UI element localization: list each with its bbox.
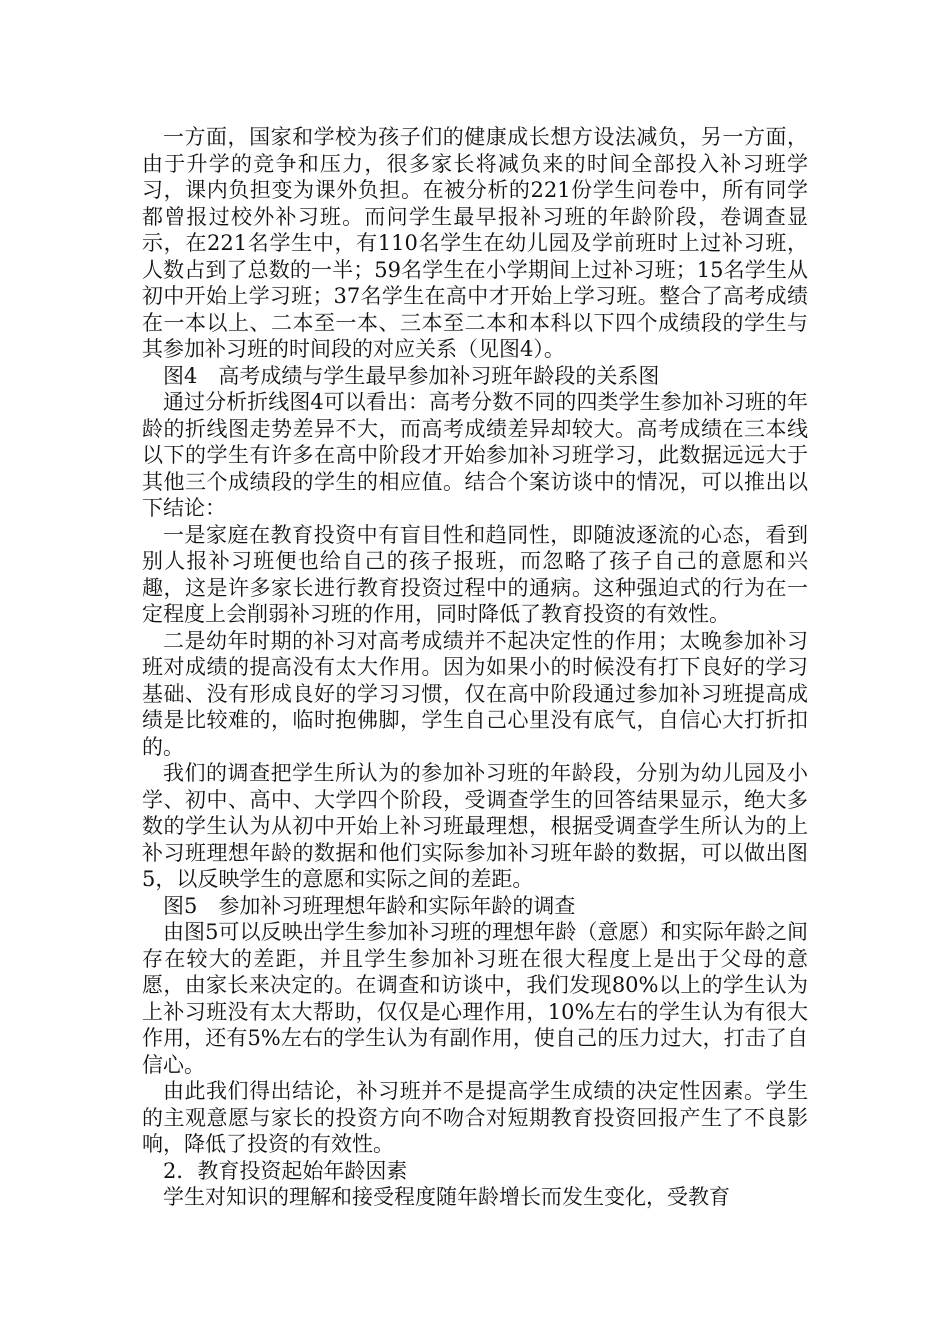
figure-4-caption: 图4 高考成绩与学生最早参加补习班年龄段的关系图 xyxy=(163,363,660,388)
section-heading: 2．教育投资起始年龄因素 xyxy=(163,1158,408,1183)
paragraph-2: 通过分析折线图4可以看出：高考分数不同的四类学生参加补习班的年龄的折线图走势差异不大，而高考成绩差异却较大。高考成绩在三本线以下的学生有许多在高中阶段才开始参加补习班学习，此数据远远大于其他三个成绩段的学生的相应值。结合个案访谈中的情况，可以推出以下结论： xyxy=(142,390,808,520)
paragraph-3: 一是家庭在教育投资中有盲目性和趋同性，即随波逐流的心态，看到别人报补习班便也给自己的孩子报班，而忽略了孩子自己的意愿和兴趣，这是许多家长进行教育投资过程中的通病。这种强迫式的行为在一定程度上会削弱补习班的作用，同时降低了教育投资的有效性。 xyxy=(142,522,808,626)
paragraph-8: 学生对知识的理解和接受程度随年龄增长而发生变化，受教育 xyxy=(163,1185,730,1209)
paragraph-1: 一方面，国家和学校为孩子们的健康成长想方设法减负，另一方面，由于升学的竞争和压力，很多家长将减负来的时间全部投入补习班学习，课内负担变为课外负担。在被分析的221份学生问卷中，所有同学都曾报过校外补习班。而问学生最早报补习班的年龄阶段，卷调查显示，在221名学生中，有110名学生在幼儿园及学前班时上过补习班，人数占到了总数的一半；59名学生在小学期间上过补习班；15名学生从初中开始上学习班；37名学生在高中才开始上学习班。整合了高考成绩在一本以上、二本至一本、三本至二本和本科以下四个成绩段的学生与其参加补习班的时间段的对应关系（见图4）。 xyxy=(142,125,808,361)
paragraph-4: 二是幼年时期的补习对高考成绩并不起决定性的作用；太晚参加补习班对成绩的提高没有太大作用。因为如果小的时候没有打下良好的学习基础、没有形成良好的学习习惯，仅在高中阶段通过参加补习班提高成绩是比较难的，临时抱佛脚，学生自己心里没有底气，自信心大打折扣的。 xyxy=(142,628,808,759)
paragraph-7: 由此我们得出结论，补习班并不是提高学生成绩的决定性因素。学生的主观意愿与家长的投资方向不吻合对短期教育投资回报产生了不良影响，降低了投资的有效性。 xyxy=(142,1079,808,1156)
document-body xyxy=(142,124,808,1211)
figure-5-caption: 图5 参加补习班理想年龄和实际年龄的调查 xyxy=(163,893,576,918)
paragraph-6: 由图5可以反映出学生参加补习班的理想年龄（意愿）和实际年龄之间存在较大的差距，并且学生参加补习班在很大程度上是出于父母的意愿，由家长来决定的。在调查和访谈中，我们发现80%以上的学生认为上补习班没有太大帮助，仅仅是心理作用，10%左右的学生认为有很大作用，还有5%左右的学生认为有副作用，使自己的压力过大，打击了自信心。 xyxy=(142,920,808,1077)
paragraph-5: 我们的调查把学生所认为的参加补习班的年龄段，分别为幼儿园及小学、初中、高中、大学四个阶段，受调查学生的回答结果显示，绝大多数的学生认为从初中开始上补习班最理想，根据受调查学生所认为的上补习班理想年龄的数据和他们实际参加补习班年龄的数据，可以做出图5，以反映学生的意愿和实际之间的差距。 xyxy=(142,761,808,891)
